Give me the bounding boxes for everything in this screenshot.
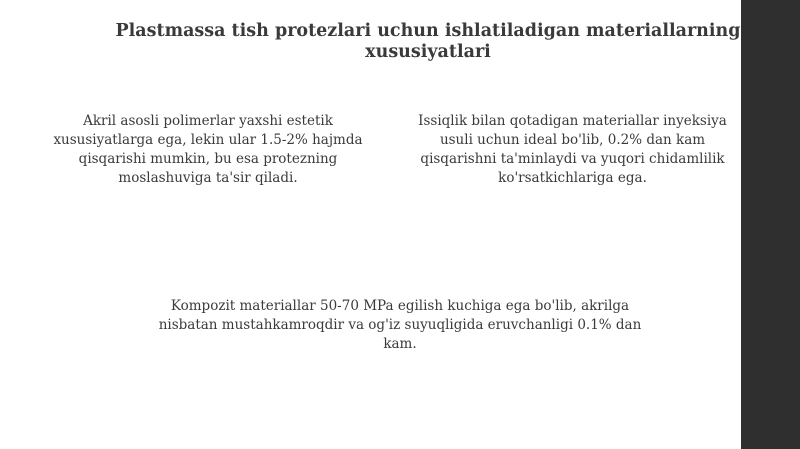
dark-side-panel (741, 0, 800, 449)
paragraph-heat-cured-materials: Issiqlik bilan qotadigan materiallar inyeksiya usuli uchun ideal bo'lib, 0.2% dan kam qisqarishni ta'minlaydi va yuqori chidamlilik ko'rsatkichlariga ega. (418, 113, 727, 186)
slide-title-line-2: xususiyatlari (365, 42, 491, 62)
paragraph-composite-materials: Kompozit materiallar 50-70 MPa egilish kuchiga ega bo'lib, akrilga nisbatan mustahkamroqdir va og'iz suyuqligida eruvchanligi 0.1% dan kam. (158, 298, 642, 352)
slide-title (58, 21, 741, 63)
paragraph-acrylic-polymers: Akril asosli polimerlar yaxshi estetik xususiyatlarga ega, lekin ular 1.5-2% hajmda qisqarishi mumkin, bu esa protezning moslashuviga ta'sir qiladi. (53, 113, 363, 186)
slide-title-line-1: Plastmassa tish protezlari uchun ishlatiladigan materiallarning (115, 21, 741, 41)
